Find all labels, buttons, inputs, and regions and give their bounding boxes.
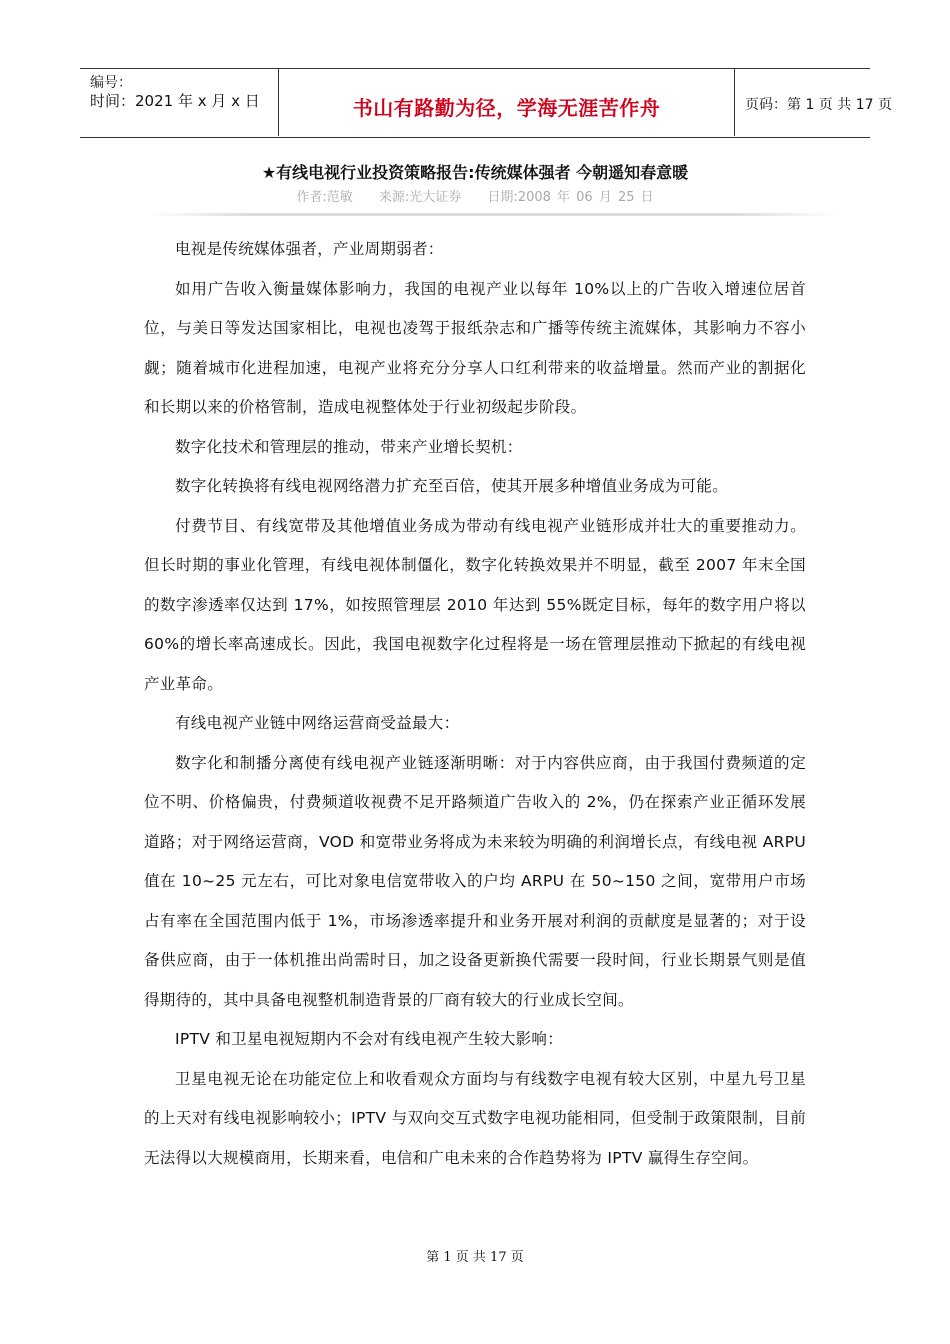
paragraph: 有线电视产业链中网络运营商受益最大：: [175, 714, 460, 732]
paragraph: 卫星电视无论在功能定位上和收看观众方面均与有线数字电视有较大区别，中星九号卫星的上天对有线电视影响较小；IPTV 与双向交互式数字电视功能相同，但受制于政策限制，目前无法得以大规模商用，长期来看，电信和广电未来的合作趋势将为 IPTV 赢得生存空间。: [144, 1069, 806, 1167]
article-meta: [0, 186, 950, 205]
document-header: [80, 68, 892, 138]
paragraph: 数字化和制播分离使有线电视产业链逐渐明晰：对于内容供应商，由于我国付费频道的定位不明、价格偏贵，付费频道收视费不足开路频道广告收入的 2%，仍在探索产业正循环发展道路；对于网络运营商，VOD 和宽带业务将成为未来较为明确的利润增长点，有线电视 ARPU 值在 10~25 元左右，可比对象电信宽带收入的户均 ARPU 在 50~150 之间，宽带用户市场占有率在全国范围内低于 1%，市场渗透率提升和业务开展对利润的贡献度是显著的；对于设备供应商，由于一体机推出尚需时日，加之设备更新换代需要一段时间，行业长期景气则是值得期待的，其中具备电视整机制造背景的厂商有较大的行业成长空间。: [144, 753, 806, 1009]
paragraph: 数字化技术和管理层的推动，带来产业增长契机：: [175, 437, 523, 456]
title-divider: [148, 213, 838, 216]
header-page-cell: [735, 69, 892, 137]
article-date: 日期:2008 年 06 月 25 日: [487, 190, 654, 205]
paragraph: 如用广告收入衡量媒体影响力，我国的电视产业以每年 10%以上的广告收入增速位居首位，与美日等发达国家相比，电视也凌驾于报纸杂志和广播等传统主流媒体，其影响力不容小觑；随着城市化进程加速，电视产业将充分分享人口红利带来的收益增量。然而产业的割据化和长期以来的价格管制，造成电视整体处于行业初级起步阶段。: [144, 279, 806, 416]
header-info-cell: [80, 69, 278, 137]
article-source: 来源:光大证券: [378, 190, 462, 205]
header-page-number: 页码：第 1 页 共 17 页: [745, 97, 892, 113]
paragraph: 数字化转换将有线电视网络潜力扩充至百倍，使其开展多种增值业务成为可能。: [175, 477, 729, 495]
article-title: ★有线电视行业投资策略报告:传统媒体强者 今朝遥知春意暖: [261, 163, 689, 182]
article-author: 作者:范敏: [296, 190, 353, 205]
paragraph: IPTV 和卫星电视短期内不会对有线电视产生较大影响：: [175, 1030, 564, 1048]
paragraph: 电视是传统媒体强者，产业周期弱者：: [175, 240, 444, 258]
document-number: 编号：: [90, 75, 132, 91]
header-motto-cell: [278, 69, 735, 136]
document-date: 时间：2021 年 x 月 x 日: [90, 92, 260, 110]
header-motto: 书山有路勤为径，学海无涯苦作舟: [352, 96, 661, 120]
page-footer: 第 1 页 共 17 页: [426, 1250, 524, 1265]
article-body: [144, 230, 806, 1178]
paragraph: 付费节目、有线宽带及其他增值业务成为带动有线电视产业链形成并壮大的重要推动力。但长时期的事业化管理，有线电视体制僵化，数字化转换效果并不明显，截至 2007 年末全国的数字渗透率仅达到 17%，如按照管理层 2010 年达到 55%既定目标，每年的数字用户将以 60%的增长率高速成长。因此，我国电视数字化过程将是一场在管理层推动下掀起的有线电视产业革命。: [144, 516, 806, 693]
